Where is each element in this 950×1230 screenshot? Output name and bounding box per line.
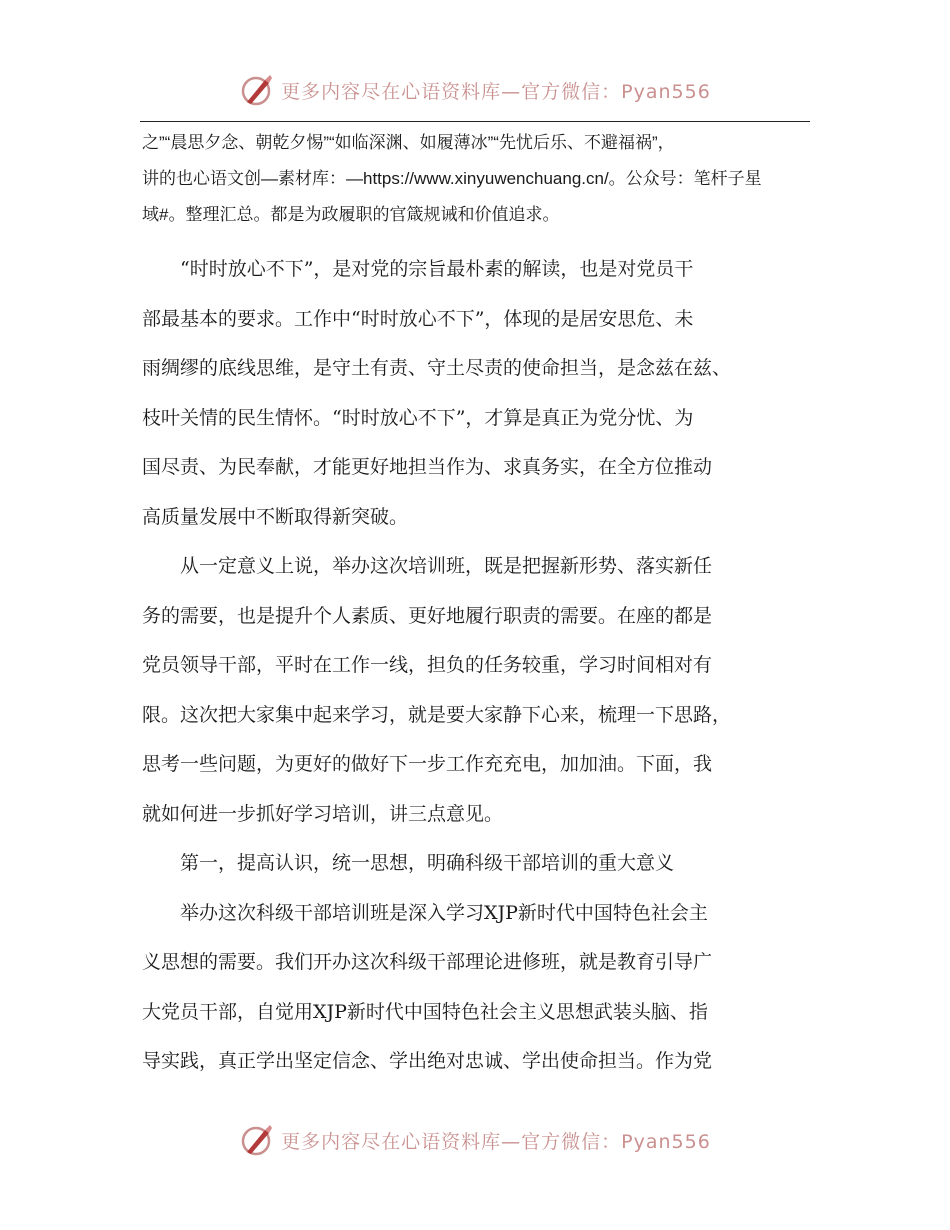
text-line: 导实践，真正学出坚定信念、学出绝对忠诚、学出使命担当。作为党 [142, 1050, 713, 1072]
section-heading: 第一，提高认识，统一思想，明确科级干部培训的重大意义 [142, 852, 675, 874]
text-line: 从一定意义上说，举办这次培训班，既是把握新形势、落实新任 [142, 555, 713, 577]
footer-watermark-text: 更多内容尽在心语资料库—官方微信：Pyan556 [281, 1130, 711, 1153]
header-watermark-text: 更多内容尽在心语资料库—官方微信：Pyan556 [281, 80, 711, 103]
text-line: 思考一些问题，为更好的做好下一步工作充充电，加加油。下面，我 [142, 753, 713, 775]
intro-line: 讲的也心语文创—素材库：—https://www.xinyuwenchuang.cn/。公众号：笔杆子星 [142, 169, 762, 188]
text-line: 国尽责、为民奉献，才能更好地担当作为、求真务实，在全方位推动 [142, 456, 713, 478]
text-line: 就如何进一步抓好学习培训，讲三点意见。 [142, 802, 504, 825]
main-text [142, 245, 802, 1087]
text-line: 枝叶关情的民生情怀。“时时放心不下”，才算是真正为党分忧、为 [142, 406, 694, 429]
intro-line: 之”“晨思夕念、朝乾夕惕”“如临深渊、如履薄冰”“先忧后乐、不避福祸”， [142, 133, 675, 152]
text-line: 部最基本的要求。工作中“时时放心不下”，体现的是居安思危、未 [142, 307, 694, 330]
text-line: 大党员干部，自觉用XJP新时代中国特色社会主义思想武装头脑、指 [142, 1000, 708, 1023]
text-line: 义思想的需要。我们开办这次科级干部理论进修班，就是教育引导广 [142, 951, 713, 973]
intro-line: 域#。整理汇总。都是为政履职的官箴规诫和价值追求。 [142, 205, 560, 224]
intro-block [142, 125, 802, 233]
text-line: 举办这次科级干部培训班是深入学习XJP新时代中国特色社会主 [142, 901, 708, 924]
footer-watermark [0, 1120, 950, 1160]
header-watermark [0, 70, 950, 110]
text-line: 高质量发展中不断取得新突破。 [142, 505, 409, 528]
header-divider [140, 121, 810, 122]
text-line: 雨绸缪的底线思维，是守土有责、守土尽责的使命担当，是念兹在兹、 [142, 357, 732, 379]
text-line: 限。这次把大家集中起来学习，就是要大家静下心来，梳理一下思路， [142, 703, 732, 726]
text-line: “时时放心不下”，是对党的宗旨最朴素的解读，也是对党员干 [142, 258, 694, 280]
text-line: 党员领导干部，平时在工作一线，担负的任务较重，学习时间相对有 [142, 654, 713, 676]
document-body [142, 125, 802, 1087]
pen-logo-icon [239, 72, 275, 108]
text-line: 务的需要，也是提升个人素质、更好地履行职责的需要。在座的都是 [142, 604, 713, 627]
pen-logo-icon [239, 1122, 275, 1158]
